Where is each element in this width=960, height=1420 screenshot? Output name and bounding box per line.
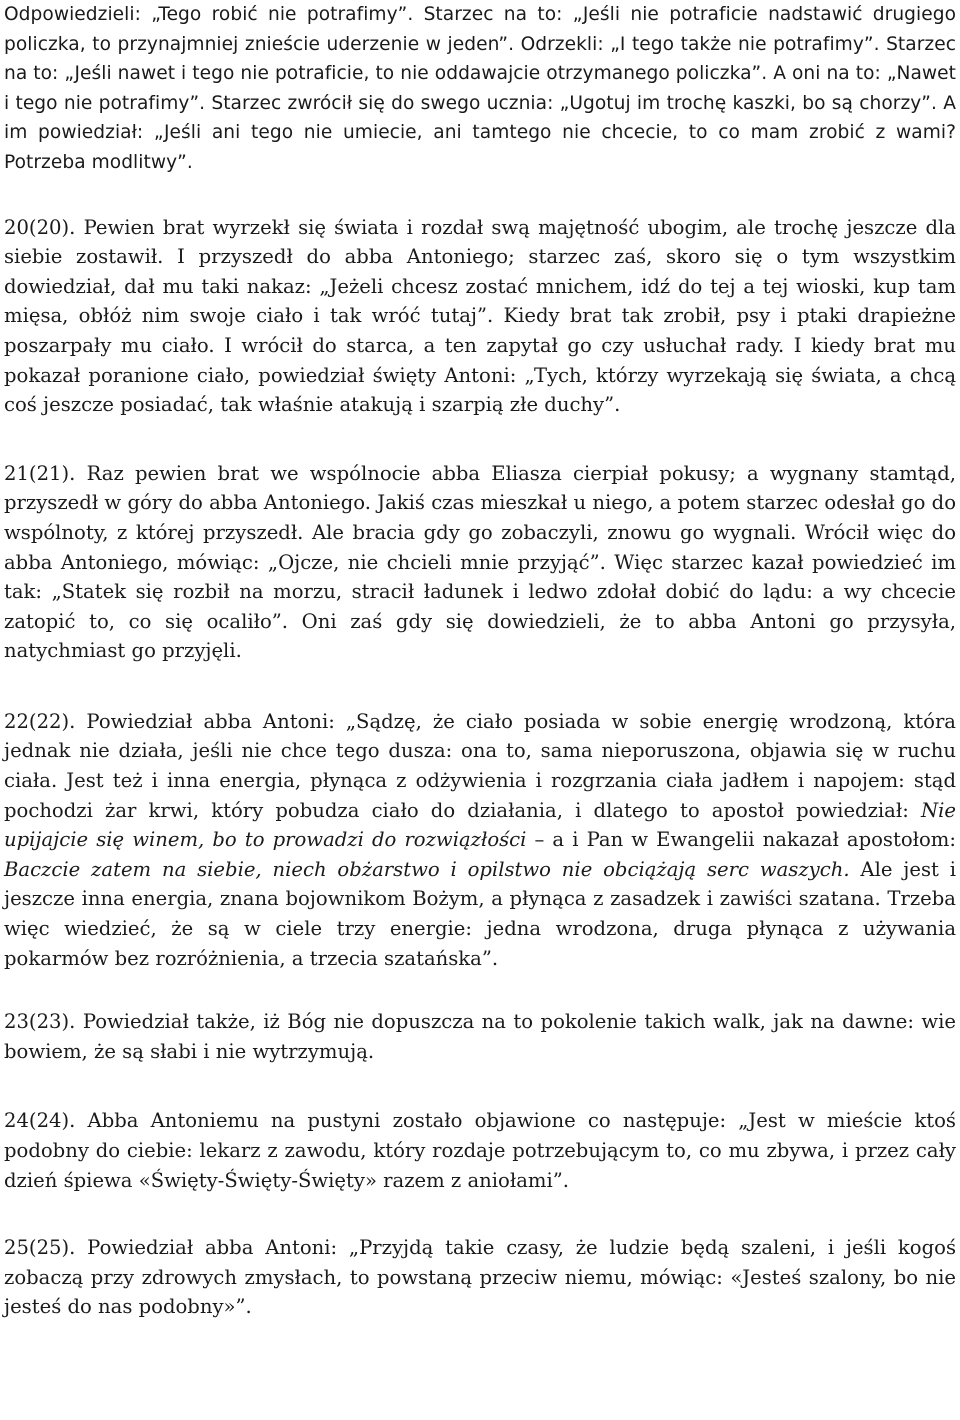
saying-text: – a i Pan w Ewangelii nakazał apostołom: — [526, 828, 956, 852]
saying-number: 25(25). — [4, 1236, 76, 1260]
saying-number: 21(21). — [4, 461, 76, 485]
saying-text: Ale jest i jeszcze inna energia, znana bojownikom Bożym, a płynąca z zasadzek i zawiści szatana. Trzeba więc wiedzieć, że są w ciele trzy energie: jedna wrodzona, druga płynąca z używania pokarmów bez rozróżnienia, a trzecia szatańska”. — [4, 857, 956, 970]
saying-number: 20(20). — [4, 215, 76, 239]
intro-paragraph — [4, 0, 956, 178]
saying-text: Powiedział także, iż Bóg nie dopuszcza na to pokolenie takich walk, jak na dawne: wie bowiem, że są słabi i nie wytrzymują. — [4, 1010, 956, 1063]
saying-21 — [4, 459, 956, 666]
intro-text: Odpowiedzieli: „Tego robić nie potrafimy”. Starzec na to: „Jeśli nie potraficie nadstawić drugiego policzka, to przynajmniej znieście uderzenie w jeden”. Odrzekli: „I tego także nie potrafimy”. Starzec na to: „Jeśli nawet i tego nie potraficie, to nie oddawajcie otrzymanego policzka”. A oni na to: „Nawet i tego nie potrafimy”. Starzec zwrócił się do swego ucznia: „Ugotuj im trochę kaszki, bo są chorzy”. A im powiedział: „Jeśli ani tego nie umiecie, ani tamtego nie chcecie, to co mam zrobić z wami? Potrzeba modlitwy”. — [4, 4, 956, 173]
scripture-quote: Baczcie zatem na siebie, niech obżarstwo i opilstwo nie obciążają serc waszych. — [4, 857, 850, 881]
saying-number: 23(23). — [4, 1010, 76, 1034]
saying-text: Abba Antoniemu na pustyni zostało objawione co następuje: „Jest w mieście ktoś podobny do ciebie: lekarz z zawodu, który rozdaje potrzebującym to, co mu zbywa, i przez cały dzień śpiewa «Święty-Święty-Święty» razem z aniołami”. — [4, 1109, 956, 1192]
scripture-quote: Nie upijajcie się winem, bo to prowadzi do rozwiązłości — [4, 798, 956, 852]
saying-text: Powiedział abba Antoni: „Sądzę, że ciało posiada w sobie energię wrodzoną, która jednak nie działa, jeśli nie chce tego dusza: ona to, sama nieporuszona, objawia się w ruchu ciała. Jest też i inna energia, płynąca z odżywienia i rozgrzania ciała jadłem i napojem: stąd pochodzi żar krwi, który pobudza ciało do działania, i dlatego to apostoł powiedział: — [4, 709, 956, 822]
saying-text: Powiedział abba Antoni: „Przyjdą takie czasy, że ludzie będą szaleni, i jeśli kogoś zobaczą przy zdrowych zmysłach, to powstaną przeciw niemu, mówiąc: «Jesteś szalony, bo nie jesteś do nas podobny»”. — [4, 1236, 956, 1319]
saying-25 — [4, 1233, 956, 1322]
saying-text: Pewien brat wyrzekł się świata i rozdał swą majętność ubogim, ale trochę jeszcze dla siebie zostawił. I przyszedł do abba Antoniego; starzec zaś, skoro się o tym wszystkim dowiedział, dał mu taki nakaz: „Jeżeli chcesz zostać mnichem, idź do tej a tej wioski, kup tam mięsa, obłóż nim swoje ciało i tak wróć tutaj”. Kiedy brat tak zrobił, psy i ptaki drapieżne poszarpały mu ciało. I wrócił do starca, a ten zapytał go czy usłuchał rady. I kiedy brat mu pokazał poranione ciało, powiedział święty Antoni: „Tych, którzy wyrzekają się świata, a chcą coś jeszcze posiadać, tak właśnie atakują i szarpią złe duchy”. — [4, 215, 956, 417]
saying-20 — [4, 213, 956, 420]
saying-23 — [4, 1007, 956, 1066]
saying-number: 24(24). — [4, 1109, 76, 1133]
saying-text: Raz pewien brat we wspólnocie abba Eliasza cierpiał pokusy; a wygnany stamtąd, przyszedł w góry do abba Antoniego. Jakiś czas mieszkał u niego, a potem starzec odesłał go do wspólnoty, z której przyszedł. Ale bracia gdy go zobaczyli, znowu go wygnali. Wrócił więc do abba Antoniego, mówiąc: „Ojcze, nie chcieli mnie przyjąć”. Więc starzec kazał powiedzieć im tak: „Statek się rozbił na morzu, stracił ładunek i ledwo zdołał dobić do lądu: a wy chcecie zatopić to, co się ocaliło”. Oni zaś gdy się dowiedzieli, że to abba Antoni go przysyła, natychmiast go przyjęli. — [4, 461, 956, 663]
saying-24 — [4, 1106, 956, 1195]
saying-22 — [4, 707, 956, 973]
saying-number: 22(22). — [4, 709, 76, 733]
document-page — [4, 0, 956, 1322]
